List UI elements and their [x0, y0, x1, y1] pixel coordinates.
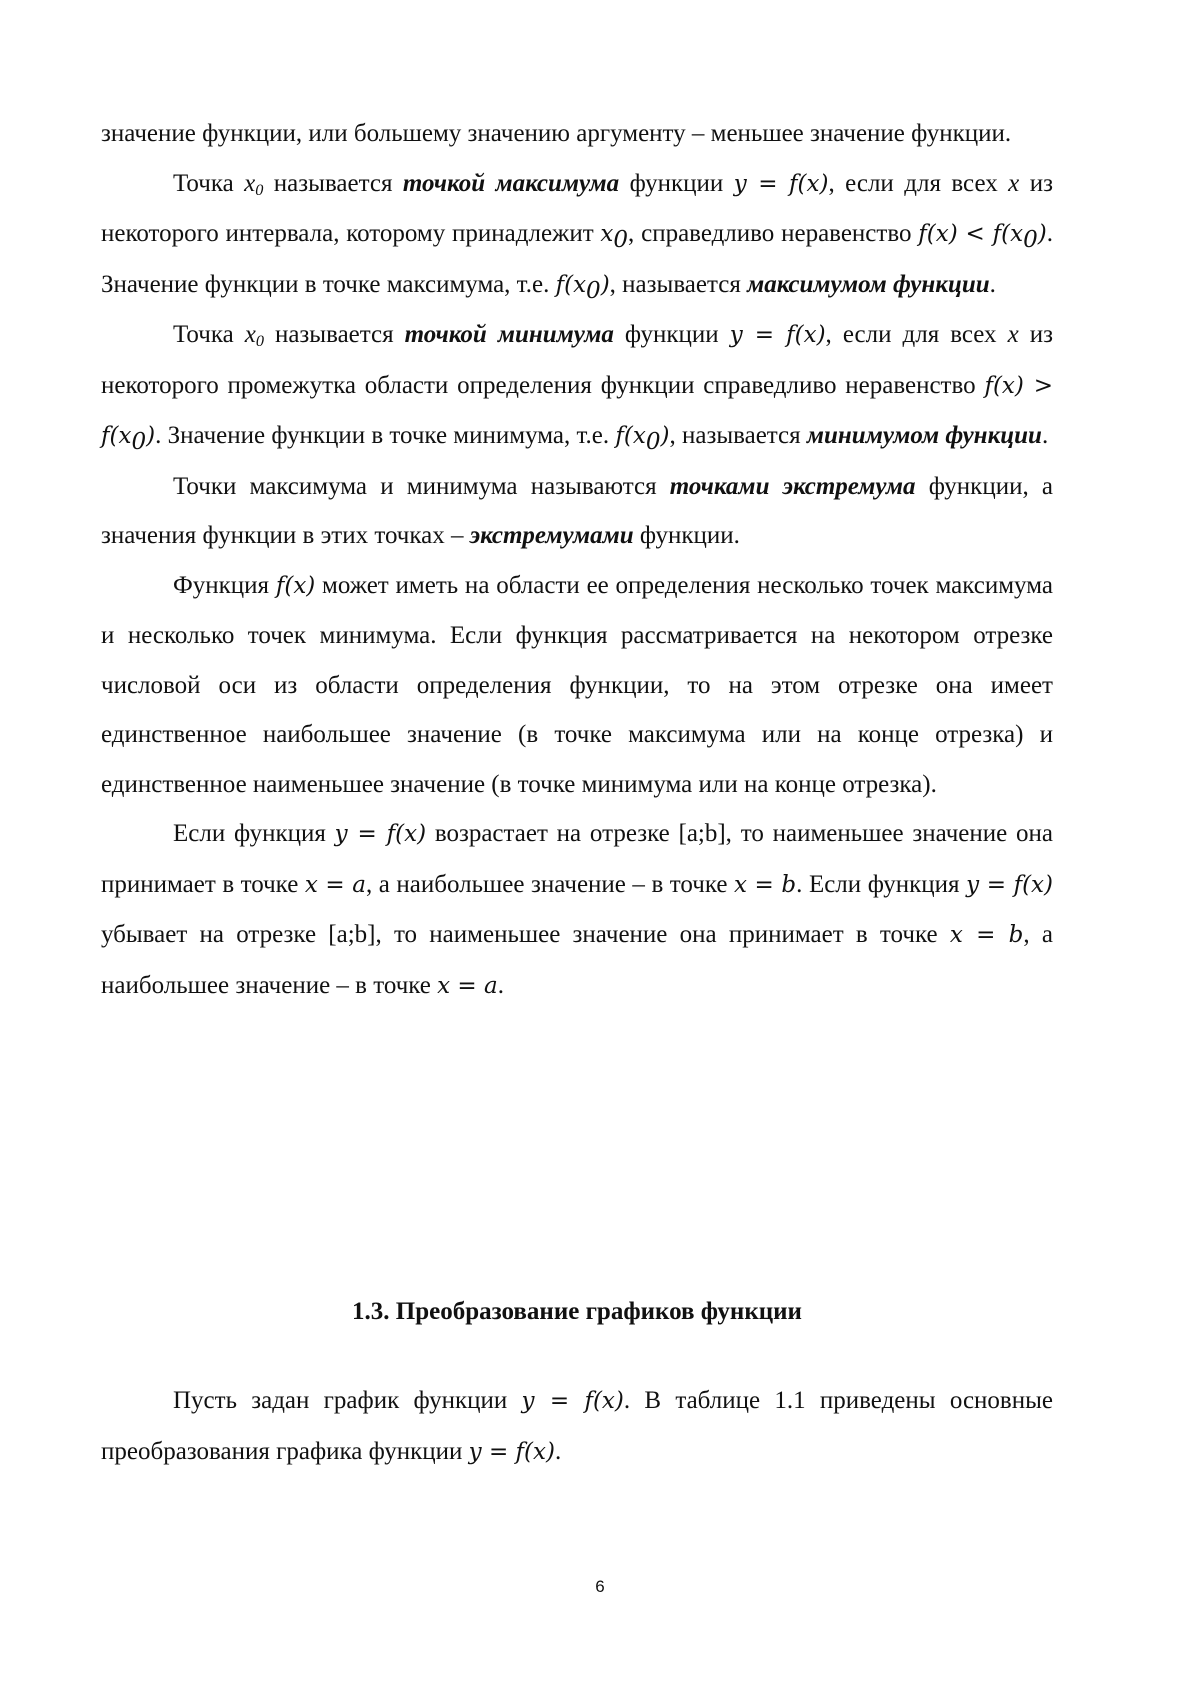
term-extremum-points: точками экстремума — [669, 472, 916, 500]
formula: y = f(x) — [966, 871, 1053, 898]
paragraph-min-definition: Точка $x_0$ называется точкой минимума функции y = f(x), если для всех x из некоторого промежутка области определения функции справедливо неравенство $f(x) > f(x_0)$. Значение функции в точке минимума, т.е. $f(x_0)$, называется минимумом функции. — [101, 321, 1054, 455]
formula: f(x) > f(x — [101, 372, 1054, 449]
term-max-point: точкой максимума — [402, 169, 620, 197]
formula: y = f(x) — [733, 170, 829, 197]
paragraph-1: значение функции, или большему значению аргументу – меньшее значение функции. — [101, 120, 1012, 147]
term-extremums: экстремумами — [469, 522, 634, 549]
section-heading: 1.3. Преобразование графиков функции — [352, 1298, 802, 1325]
paragraph-extremum: Точки максимума и минимума называются точками экстремума функции, а значения функции в этих точках – экстремумами функции. — [101, 472, 1053, 549]
term-min-point: точкой минимума — [404, 321, 614, 348]
paragraph-monotonic: Если функция y = f(x) возрастает на отрезке [a;b], то наименьшее значение она принимает в точке x = a, а наибольшее значение – в точке x = b. Если функция y = f(x) убывает на отрезке [a;b], то наименьшее значение она принимает в точке x = b, а наибольшее значение – в точке x = a. — [101, 820, 1053, 999]
term-min-value: минимумом функции — [806, 422, 1042, 449]
section-body — [101, 1376, 1053, 1477]
formula: x = a — [304, 871, 366, 898]
body-text — [101, 109, 1053, 1011]
paragraph-max-definition: Точка $x_0$ называется точкой максимума функции y = f(x), если для всех x из некоторого интервала, которому принадлежит $x_0$, справедливо неравенство $f(x) < f(x_0)$. Значение функции в точке максимума, т.е. $f(x_0)$, называется максимумом функции. — [101, 169, 1053, 304]
formula: y = f(x) — [521, 1388, 624, 1414]
paragraph-segment: Функция f(x) может иметь на области ее определения несколько точек максимума и несколько точек минимума. Если функция рассматривается на некотором отрезке числовой оси из области определения функции, то на этом отрезке она имеет единственное наибольшее значение (в точке максимума или на конце отрезка) и единственное наименьшее значение (в точке минимума или на конце отрезка). — [101, 571, 1053, 798]
paragraph-section-intro: Пусть задан график функции y = f(x). В таблице 1.1 приведены основные преобразования графика функции y = f(x). — [101, 1387, 1053, 1465]
formula: x = b — [949, 922, 1024, 948]
formula: y = f(x) — [468, 1438, 555, 1465]
formula: y = f(x) — [729, 322, 826, 348]
page-number: 6 — [595, 1577, 605, 1596]
formula: f(x) < f(x — [918, 221, 1024, 247]
formula: x = a — [437, 972, 498, 999]
formula: y = f(x) — [334, 821, 427, 847]
formula: f(x) — [275, 572, 316, 599]
term-max-value: максимумом функции — [747, 270, 990, 298]
formula: x = b — [733, 871, 797, 898]
